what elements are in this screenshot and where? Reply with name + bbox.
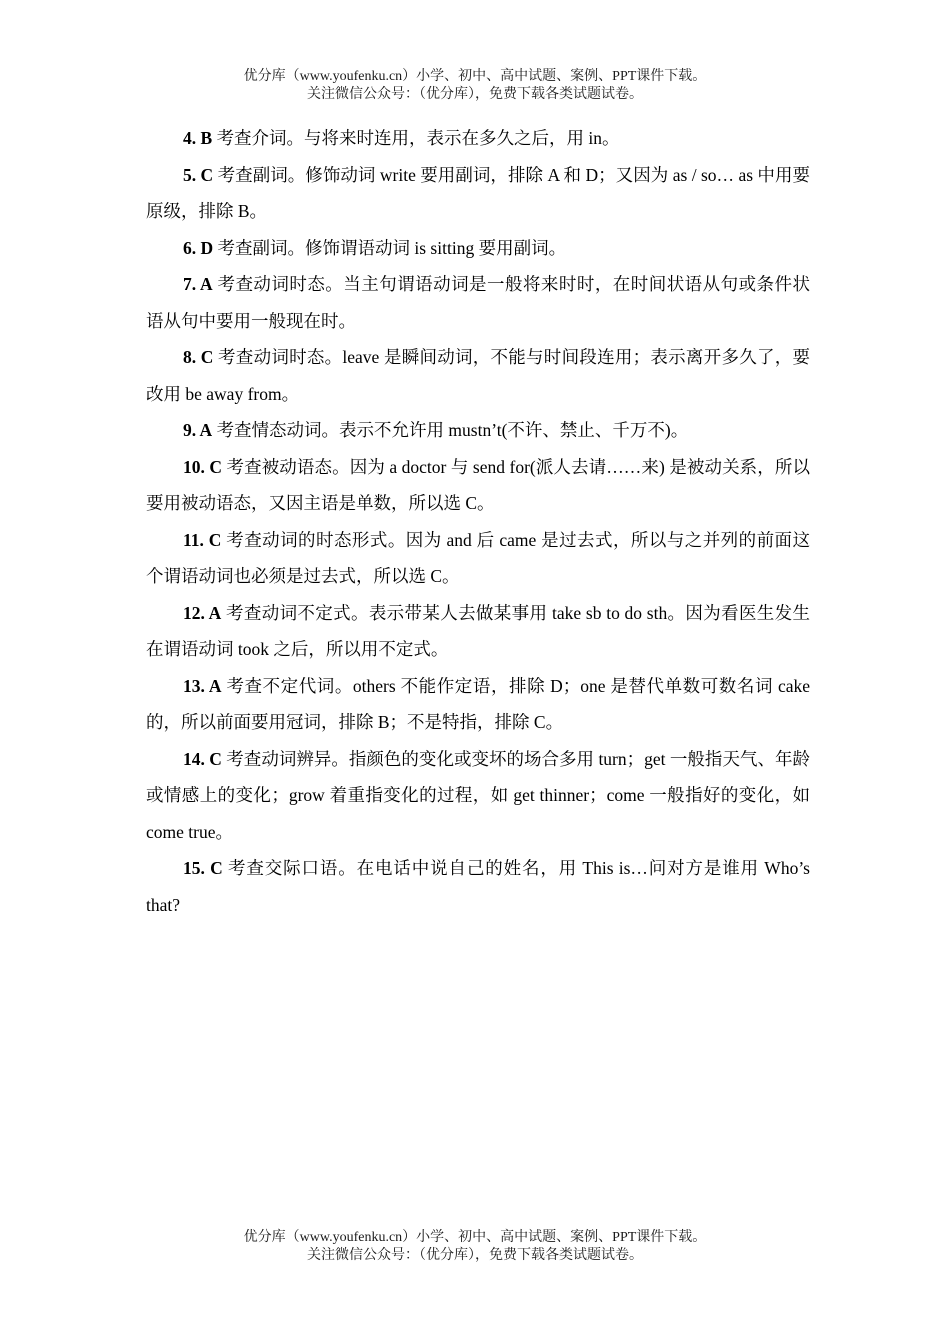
answer-number: 6. D: [183, 237, 214, 258]
answer-number: 9. A: [183, 420, 213, 440]
answer-number: 8. C: [183, 347, 214, 367]
answer-item: [146, 449, 810, 522]
answer-item: [146, 266, 810, 339]
header-line-2: 关注微信公众号：（优分库），免费下载各类试题试卷。: [307, 87, 643, 102]
answer-number: 10. C: [183, 456, 222, 477]
answer-explanation: 考查情态动词。表示不允许用 mustn’t(不许、禁止、千万不)。: [216, 420, 689, 440]
answer-number: 11. C: [183, 529, 222, 550]
answer-explanation: 考查介词。与将来时连用，表示在多久之后，用 in。: [216, 128, 620, 148]
answer-item: [146, 595, 810, 668]
answer-number: 13. A: [183, 675, 222, 696]
answer-item: [146, 412, 810, 449]
answer-explanation: 考查不定代词。others 不能作定语，排除 D；one 是替代单数可数名词 cake 的，所以前面要用冠词，排除 B；不是特指，排除 C。: [146, 675, 810, 732]
answer-explanation: 考查被动语态。因为 a doctor 与 send for(派人去请……来) 是被动关系，所以要用被动语态，又因主语是单数，所以选 C。: [146, 456, 810, 513]
answer-explanation: 考查副词。修饰动词 write 要用副词，排除 A 和 D；又因为 as / so… as 中用要原级，排除 B。: [146, 164, 811, 221]
answer-number: 14. C: [183, 748, 222, 769]
footer-line-2: 关注微信公众号：（优分库），免费下载各类试题试卷。: [307, 1248, 643, 1263]
answer-explanation: 考查动词不定式。表示带某人去做某事用 take sb to do sth。因为看医生发生在谓语动词 took 之后，所以用不定式。: [146, 602, 810, 659]
answer-item: [146, 741, 810, 851]
answer-number: 12. A: [183, 602, 222, 623]
answer-explanation: 考查动词时态。当主句谓语动词是一般将来时时，在时间状语从句或条件状语从句中要用一般现在时。: [146, 274, 810, 331]
answer-item: [146, 157, 810, 230]
answer-explanation: 考查副词。修饰谓语动词 is sitting 要用副词。: [217, 237, 567, 258]
answer-list: [146, 120, 810, 923]
answer-explanation: 考查动词时态。leave 是瞬间动词，不能与时间段连用；表示离开多久了，要改用 be away from。: [146, 347, 810, 404]
answer-explanation: 考查动词的时态形式。因为 and 后 came 是过去式，所以与之并列的前面这个谓语动词也必须是过去式，所以选 C。: [146, 529, 811, 586]
answer-item: [146, 850, 810, 923]
answer-number: 7. A: [183, 274, 213, 294]
footer-line-1: 优分库（www.youfenku.cn）小学、初中、高中试题、案例、PPT课件下载。: [243, 1230, 707, 1245]
answer-explanation: 考查动词辨异。指颜色的变化或变坏的场合多用 turn；get 一般指天气、年龄或情感上的变化；grow 着重指变化的过程，如 get thinner；come 一般指好的变化，如 come true。: [146, 748, 810, 842]
page-footer: [0, 1229, 950, 1265]
answer-explanation: 考查交际口语。在电话中说自己的姓名，用 This is…问对方是谁用 Who’s that?: [146, 858, 810, 915]
header-line-1: 优分库（www.youfenku.cn）小学、初中、高中试题、案例、PPT课件下载。: [243, 69, 707, 84]
answer-number: 5. C: [183, 164, 214, 185]
answer-item: [146, 668, 810, 741]
answer-number: 4. B: [183, 128, 213, 148]
answer-item: [146, 522, 810, 595]
answer-item: [146, 230, 810, 267]
answer-item: [146, 120, 810, 157]
answer-number: 15. C: [183, 858, 223, 878]
answer-item: [146, 339, 810, 412]
page-header: [0, 68, 950, 104]
